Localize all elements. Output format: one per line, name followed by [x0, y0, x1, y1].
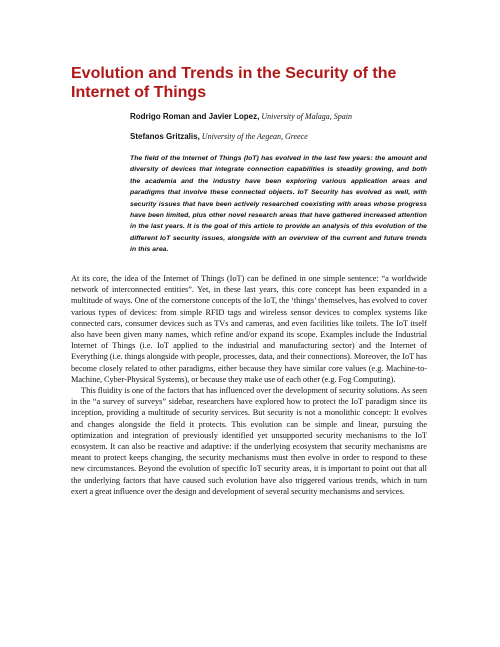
- author-line-1: [130, 111, 450, 122]
- article-title: Evolution and Trends in the Security of the Internet of Things: [71, 65, 397, 101]
- author-affiliation: University of the Aegean, Greece: [201, 132, 308, 141]
- body-paragraph-1: At its core, the idea of the Internet of Things (IoT) can be defined in one simple sentence: “a worldwide network of interconnected entities”. Yet, in these last years, this core concept has been expanded in a multitude of ways. One of the cornerstone concepts of the IoT, the ‘things’ themselves, has evolved to cover various types of devices: from simple RFID tags and wireless sensor devices to complex systems like connected cars, consumer devices such as TVs and cameras, and even facilities like toilets. The IoT itself also have been given many names, which refine and/or expand its scope. Examples include the Industrial Internet of Things (i.e. IoT applied to the industrial and manufacturing sector) and the Internet of Everything (i.e. things alongside with people, processes, data, and their connections). Moreover, the IoT has become closely related to other paradigms, either because they have similar core values (e.g. Machine-to-Machine, Cyber-Physical Systems), or because they make use of each other (e.g. Fog Computing).: [71, 274, 427, 384]
- author-names: Stefanos Gritzalis,: [130, 132, 200, 141]
- body-paragraph-2: This fluidity is one of the factors that has influenced over the development of security solutions. As seen in the “a survey of surveys” sidebar, researchers have explored how to protect the IoT paradigm since its inception, providing a multitude of security services. But security is not a monolithic concept: It evolves and changes alongside the field it protects. This evolution can be simple and linear, pursuing the optimization and integration of previously identified yet unsupported security mechanisms to the IoT ecosystem. It can also be reactive and adaptive: if the underlying ecosystem that security mechanisms are meant to protect keeps changing, the security mechanisms must then evolve in order to respond to these new circumstances. Beyond the evolution of specific IoT security areas, it is important to point out that all the underlying factors that have caused such evolution have also triggered various trends, which in turn exert a great influence over the design and development of several security mechanisms and services.: [71, 386, 427, 496]
- abstract: The field of the Internet of Things (IoT) has evolved in the last few years: the amount and diversity of devices that integrate connection capabilities is steadily growing, and both the academia and the industry have been exploring various application areas and paradigms that involve these connected objects. IoT Security has evolved as well, with security issues that have been actively researched coexisting with areas whose progress have been limited, plus other novel research areas that have gathered increased attention in the last years. It is the goal of this article to provide an analysis of this evolution of the different IoT security issues, alongside with an overview of the current and future trends in this area.: [130, 155, 427, 254]
- author-affiliation: University of Malaga, Spain: [261, 112, 353, 121]
- body-text: [71, 273, 427, 497]
- author-names: Rodrigo Roman and Javier Lopez,: [130, 112, 260, 121]
- author-line-2: [130, 131, 450, 142]
